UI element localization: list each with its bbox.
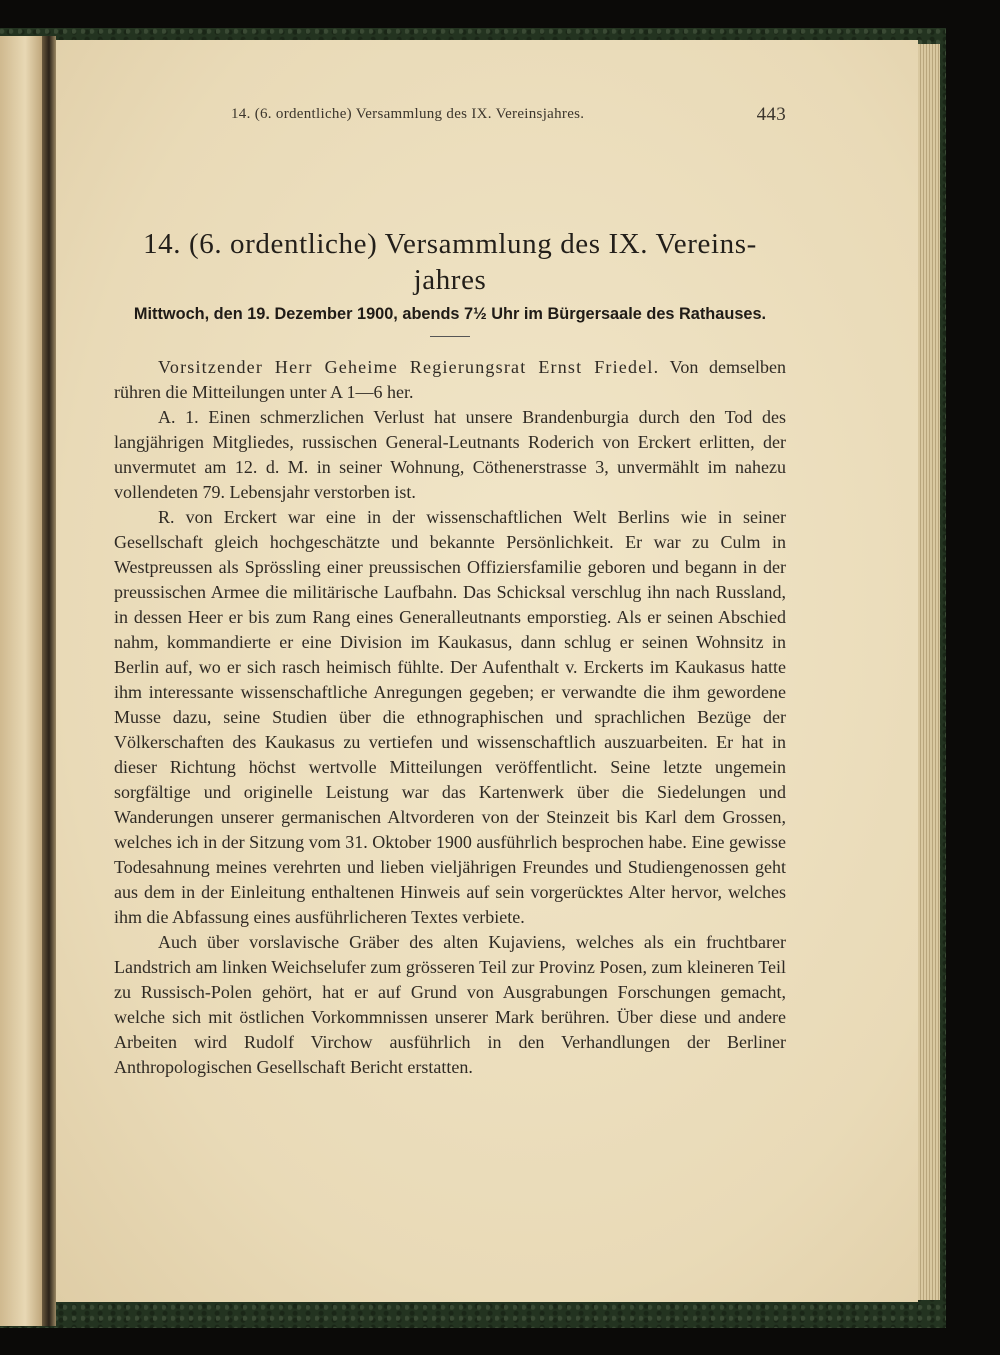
heading-line-1: 14. (6. ordentliche) Versammlung des IX. Vereins- bbox=[143, 228, 757, 260]
paragraph-3: R. von Erckert war eine in der wissenschaftlichen Welt Berlins wie in seiner Gesellschaft gleich hochgeschätzte und bekannte Persönlichkeit. Er war zu Culm in Westpreussen als Sprössling einer preussischen Offiziersfamilie geboren und begann in der preussischen Armee die militärische Laufbahn. Das Schicksal verschlug ihn nach Russland, in dessen Heer er bis zum Rang eines Generalleutnants emporstieg. Als er seinen Abschied nahm, kommandierte er eine Division im Kaukasus, dann schlug er seinen Wohnsitz in Berlin auf, wo er sich rasch heimisch fühlte. Der Aufenthalt v. Erckerts im Kaukasus hatte ihm interessante wissenschaftliche Anregungen gegeben; er verwandte die ihm gewordene Musse dazu, seine Studien über die ethnographischen und sprachlichen Bezüge der Völkerschaften des Kaukasus zu vertiefen und wissenschaftlich auszuarbeiten. Er hat in dieser Richtung höchst wertvolle Mitteilungen veröffentlicht. Seine letzte ungemein sorgfältige und originelle Leistung war das Kartenwerk über die Siedelungen und Wanderungen unserer germanischen Altvorderen von der Steinzeit bis Karl dem Grossen, welches ich in der Sitzung vom 31. Oktober 1900 ausführlich besprochen habe. Eine gewisse Todesahnung meines verehrten und lieben vieljährigen Freundes und Studiengenossen geht aus dem in der Einleitung enthaltenen Hinweis auf sein vorgerücktes Alter hervor, welches ihm die Abfassung eines ausführlicheren Textes verbiete. bbox=[114, 507, 786, 927]
paragraph-1-text: Von demselben rühren die Mitteilungen unter A 1—6 her. bbox=[114, 357, 787, 402]
page-content bbox=[114, 104, 786, 1080]
left-page-edge bbox=[0, 36, 42, 1326]
paragraph-4: Auch über vorslavische Gräber des alten Kujaviens, welches als ein fruchtbarer Landstrich am linken Weichselufer zum grösseren Teil zur Provinz Posen, zum kleineren Teil zu Russisch-Polen gehört, hat er auf Grund von Ausgrabungen Forschungen gemacht, welche sich mit östlichen Vorkommnissen unserer Mark berühren. Über diese und andere Arbeiten wird Rudolf Virchow ausführlich in den Verhandlungen der Berliner Anthropologischen Gesellschaft Bericht erstatten. bbox=[114, 932, 786, 1077]
running-head-title: 14. (6. ordentliche) Versammlung des IX. Vereinsjahres. bbox=[231, 106, 585, 122]
page-stack-edge bbox=[918, 44, 940, 1300]
section-heading bbox=[114, 226, 786, 298]
chair-statement: Vorsitzender Herr Geheime Regierungsrat Ernst Friedel. bbox=[158, 357, 660, 377]
heading-line-2: jahres bbox=[413, 264, 487, 296]
paragraph-1 bbox=[114, 355, 786, 405]
body-text bbox=[114, 355, 786, 1080]
paragraph-2: A. 1. Einen schmerzlichen Verlust hat unsere Brandenburgia durch den Tod des langjährigen Mitgliedes, russischen General-Leutnants Roderich von Erckert erlitten, der unvermutet am 12. d. M. in seiner Wohnung, Cöthenerstrasse 3, unvermählt im nahezu vollendeten 79. Lebensjahr verstorben ist. bbox=[114, 407, 786, 502]
page-number: 443 bbox=[756, 104, 786, 125]
running-head bbox=[114, 104, 786, 128]
book-gutter bbox=[42, 36, 56, 1326]
heading-divider bbox=[430, 336, 470, 337]
book-page bbox=[56, 40, 918, 1302]
meeting-date-line: Mittwoch, den 19. Dezember 1900, abends 7½ Uhr im Bürgersaale des Rathauses. bbox=[133, 304, 767, 323]
